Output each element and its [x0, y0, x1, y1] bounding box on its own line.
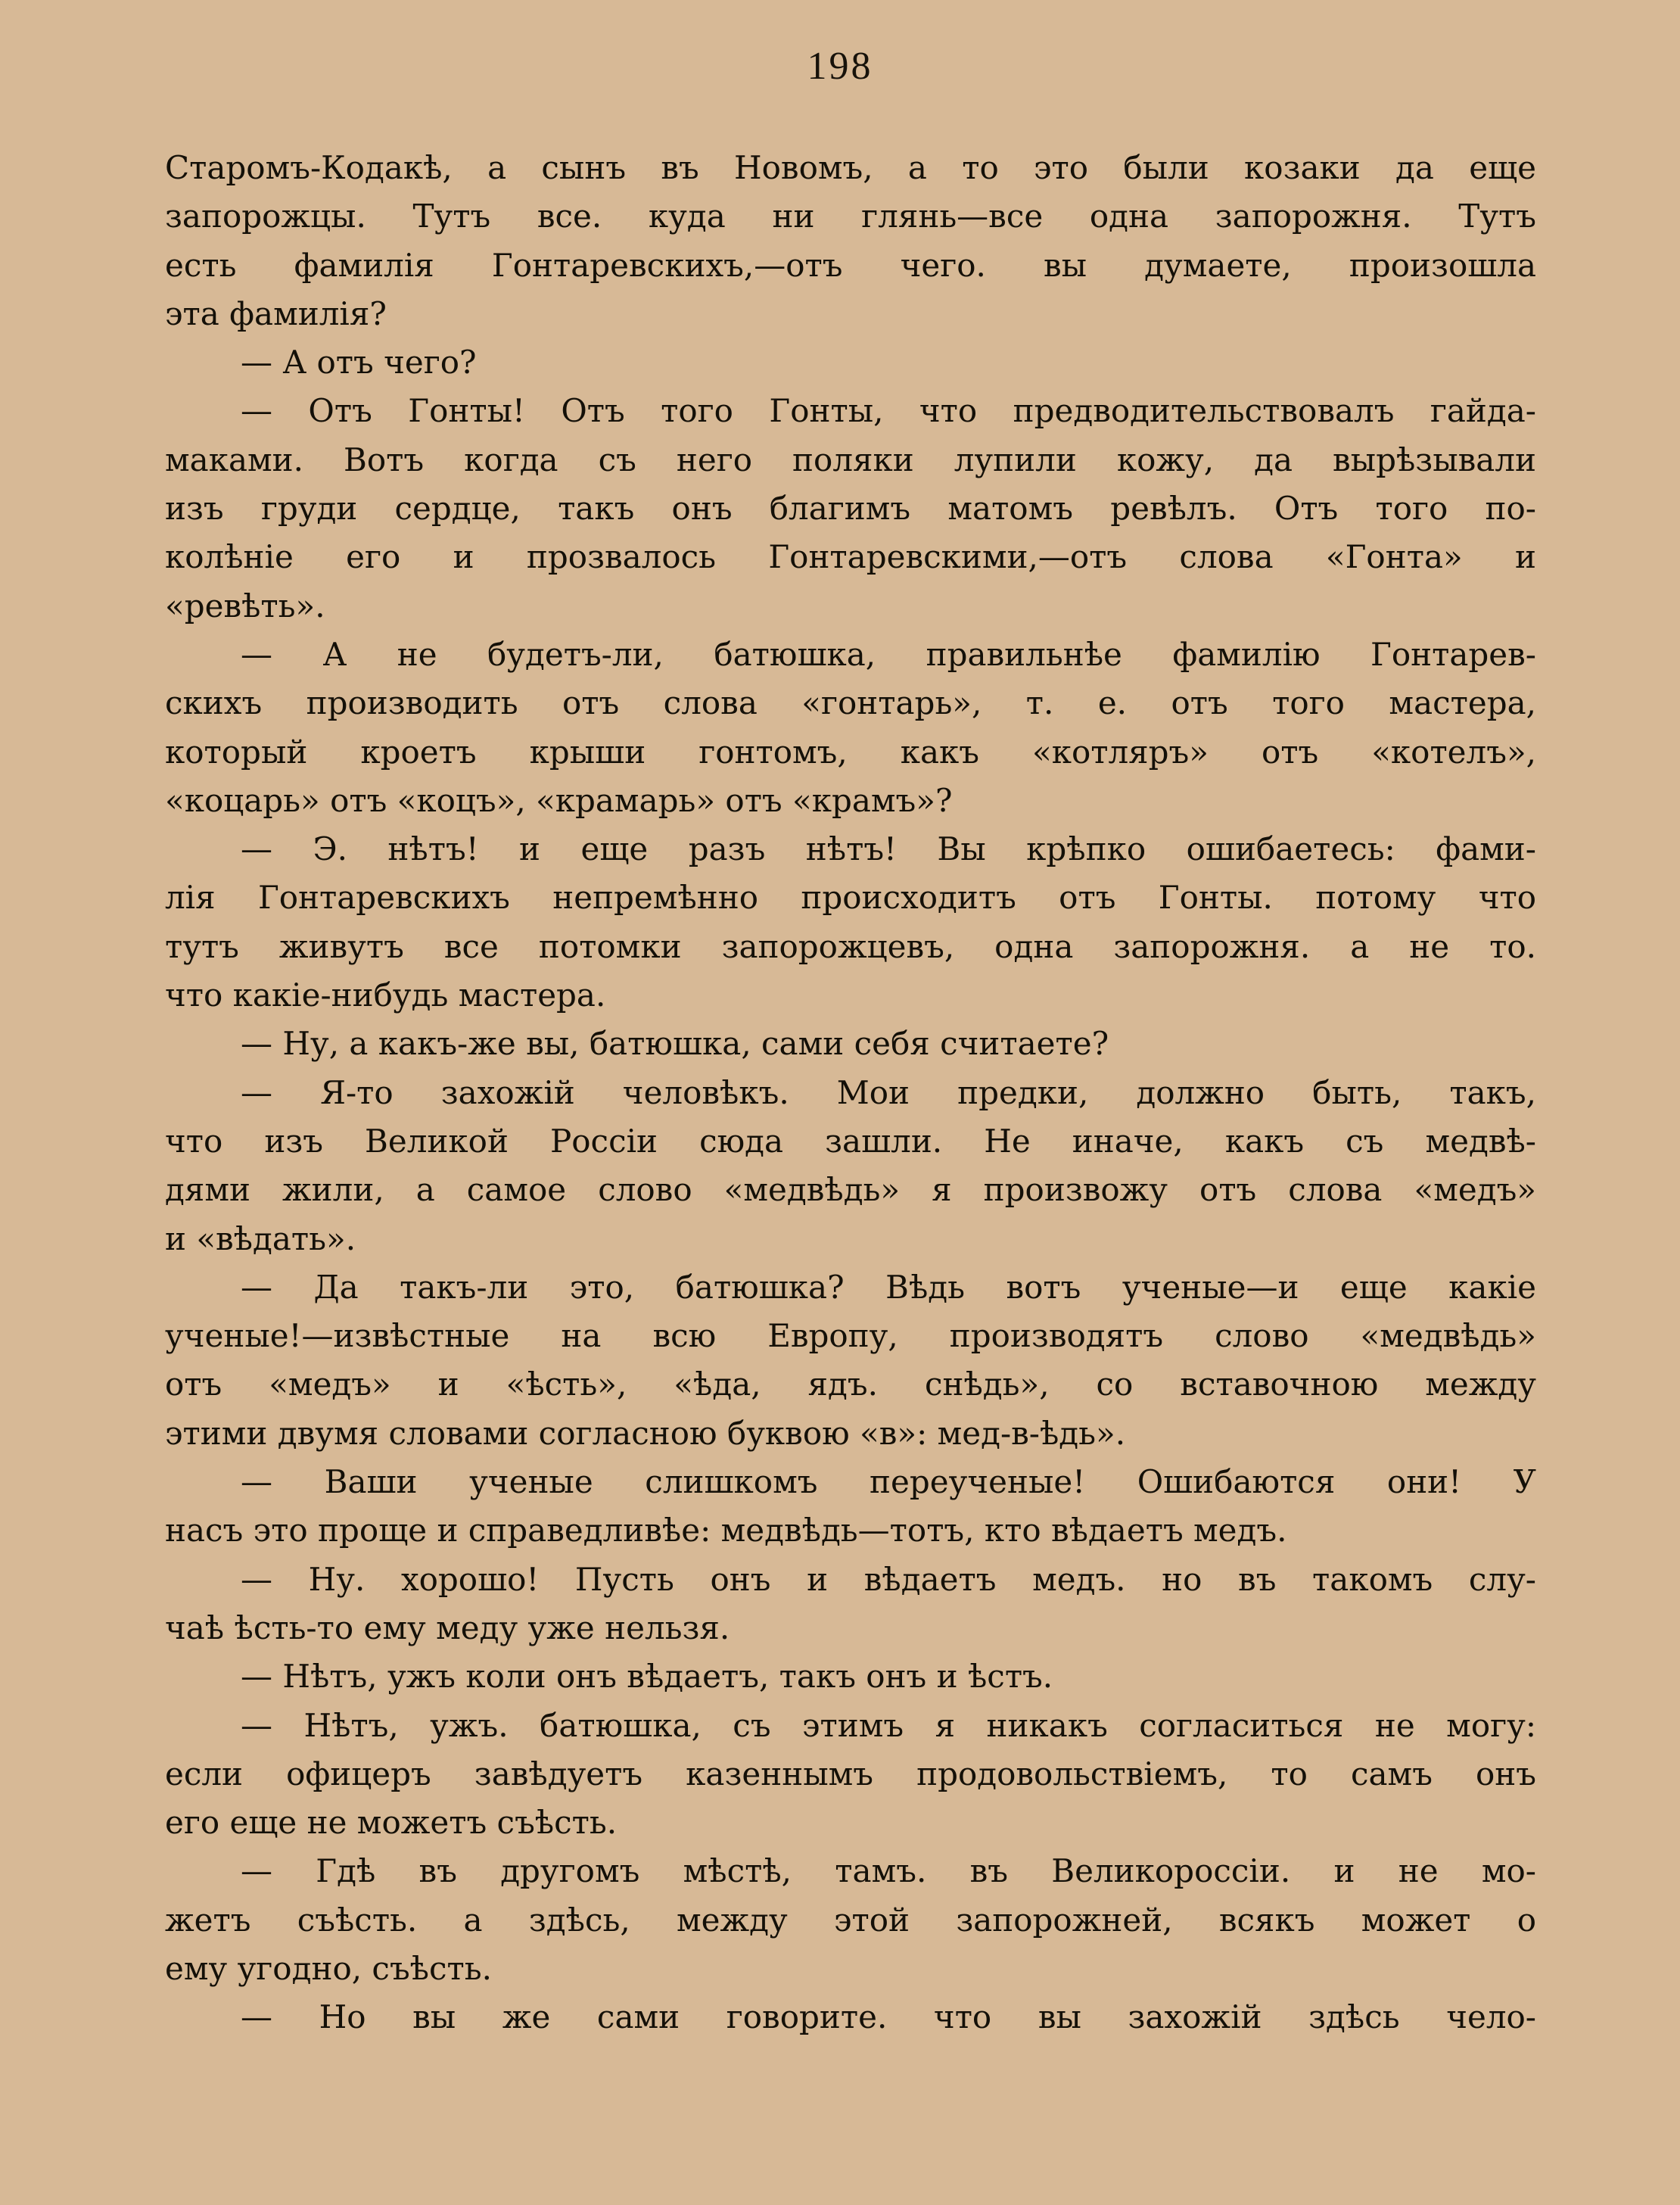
text-line: что изъ Великой Россіи сюда зашли. Не иначе, какъ съ медвѣ-: [165, 1122, 1536, 1160]
text-line: — Ну. хорошо! Пусть онъ и вѣдаетъ медъ. но въ такомъ слу-: [241, 1560, 1536, 1598]
text-line: который кроетъ крыши гонтомъ, какъ «котляръ» отъ «котелъ»,: [165, 733, 1536, 771]
text-line: — А не будетъ-ли, батюшка, правильнѣе фамилію Гонтарев-: [241, 635, 1536, 673]
text-line: запорожцы. Тутъ все. куда ни глянь—все одна запорожня. Тутъ: [165, 198, 1536, 235]
text-line: есть фамилія Гонтаревскихъ,—отъ чего. вы думаете, произошла: [165, 246, 1536, 284]
text-line: — Я-то захожій человѣкъ. Мои предки, должно быть, такъ,: [241, 1073, 1536, 1111]
text-line: и «вѣдать».: [165, 1219, 356, 1257]
text-line: «ревѣть».: [165, 587, 325, 624]
text-line: — Ну, а какъ-же вы, батюшка, сами себя считаете?: [241, 1025, 1109, 1063]
text-line: скихъ производить отъ слова «гонтарь», т. е. отъ того мастера,: [165, 684, 1536, 722]
text-line: Старомъ-Кодакѣ, а сынъ въ Новомъ, а то это были козаки да еще: [165, 149, 1536, 186]
text-line: если офицеръ завѣдуетъ казеннымъ продовольствіемъ, то самъ онъ: [165, 1755, 1536, 1792]
text-line: жетъ съѣсть. а здѣсь, между этой запорожней, всякъ может о: [165, 1901, 1536, 1939]
text-line: — Но вы же сами говорите. что вы захожій здѣсь чело-: [241, 1998, 1536, 2036]
text-line: — А отъ чего?: [241, 344, 477, 382]
text-line: — Э. нѣтъ! и еще разъ нѣтъ! Вы крѣпко ошибаетесь: фами-: [241, 830, 1536, 868]
text-line: его еще не можетъ съѣсть.: [165, 1804, 618, 1842]
text-line: лія Гонтаревскихъ непремѣнно происходитъ отъ Гонты. потому что: [165, 879, 1536, 917]
text-line: насъ это проще и справедливѣе: медвѣдь—тотъ, кто вѣдаетъ медъ.: [165, 1512, 1287, 1549]
text-line: ему угодно, съѣсть.: [165, 1949, 492, 1987]
text-line: — Нѣтъ, ужъ коли онъ вѣдаетъ, такъ онъ и ѣстъ.: [241, 1658, 1053, 1696]
text-line: маками. Вотъ когда съ него поляки лупили кожу, да вырѣзывали: [165, 441, 1536, 478]
text-line: — Ваши ученые слишкомъ переученые! Ошибаются они! У: [241, 1463, 1536, 1501]
text-line: — Нѣтъ, ужъ. батюшка, съ этимъ я никакъ согласиться не могу:: [241, 1706, 1536, 1744]
text-line: — Да такъ-ли это, батюшка? Вѣдь вотъ ученые—и еще какіе: [241, 1268, 1536, 1306]
text-line: эта фамилія?: [165, 294, 387, 332]
text-line: «коцарь» отъ «коцъ», «крамарь» отъ «крамъ»?: [165, 781, 953, 819]
text-line: ученые!—извѣстные на всю Европу, производятъ слово «медвѣдь»: [165, 1317, 1536, 1355]
text-line: — Гдѣ въ другомъ мѣстѣ, тамъ. въ Великороссіи. и не мо-: [241, 1852, 1536, 1890]
body-text: [165, 144, 1536, 2042]
text-line: этими двумя словами согласною буквою «в»: мед-в-ѣдь».: [165, 1414, 1126, 1452]
text-line: изъ груди сердце, такъ онъ благимъ матомъ ревѣлъ. Отъ того по-: [165, 490, 1536, 528]
text-line: — Отъ Гонты! Отъ того Гонты, что предводительствовалъ гайда-: [241, 392, 1536, 430]
text-line: чаѣ ѣсть-то ему меду уже нельзя.: [165, 1609, 730, 1646]
text-line: колѣніе его и прозвалось Гонтаревскими,—отъ слова «Гонта» и: [165, 538, 1536, 576]
text-line: дями жили, а самое слово «медвѣдь» я произвожу отъ слова «медъ»: [165, 1171, 1536, 1209]
text-line: отъ «медъ» и «ѣсть», «ѣда, ядъ. снѣдь», со вставочною между: [165, 1366, 1536, 1403]
page-number: 198: [807, 45, 873, 88]
text-line: тутъ живутъ все потомки запорожцевъ, одна запорожня. а не то.: [165, 927, 1536, 965]
text-line: что какіе-нибудь мастера.: [165, 976, 606, 1014]
